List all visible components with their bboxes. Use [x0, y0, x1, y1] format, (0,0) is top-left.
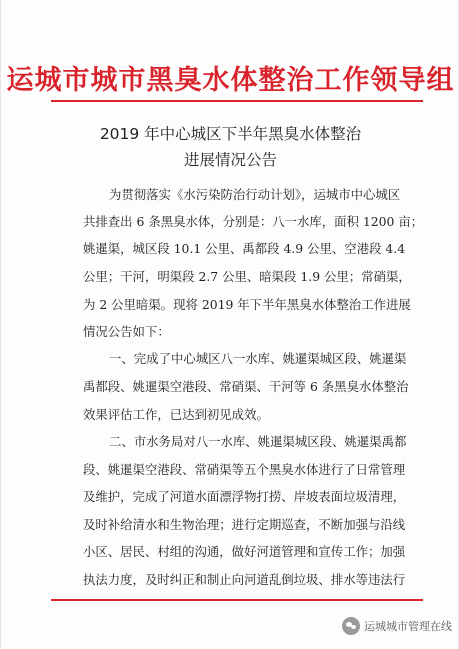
- title-line-1: 2019 年中心城区下半年黑臭水体整治: [99, 125, 362, 143]
- source-watermark: [342, 617, 452, 635]
- header-red-rule: [51, 100, 423, 102]
- body-line: 为 2 公里暗渠。现将 2019 年下半年黑臭水体整治工作进展: [83, 297, 411, 312]
- body-line: 为贯彻落实《水污染防治行动计划》，运城市中心城区: [109, 187, 401, 202]
- body-line: 情况公告如下：: [83, 324, 170, 339]
- body-line: 共排查出 6 条黑臭水体，分别是：八一水库，面积 1200 亩；: [83, 214, 424, 229]
- footer-red-rule: [51, 599, 423, 601]
- body-line: 小区、居民、村组的沟通，做好河道管理和宣传工作；加强: [83, 544, 406, 559]
- body-line: 执法力度，及时纠正和制止向河道乱倒垃圾、排水等违法行: [83, 572, 406, 587]
- watermark-text: 运城城市管理在线: [364, 620, 452, 633]
- title-line-2: 进展情况公告: [183, 151, 277, 169]
- body-line: 及时补给清水和生物治理；进行定期巡查，不断加强与沿线: [83, 517, 406, 532]
- document-title: [1, 121, 459, 173]
- body-line: 段、姚暹渠空港段、常硝渠等五个黑臭水体进行了日常管理: [83, 462, 406, 477]
- body-line: 禹都段、姚暹渠空港段、常硝渠、干河等 6 条黑臭水体整治: [83, 379, 409, 394]
- body-line: 及维护，完成了河道水面漂浮物打捞、岸坡表面垃圾清理，: [83, 489, 406, 504]
- wechat-icon: [342, 617, 360, 635]
- body-line: 效果评估工作，已达到初见成效。: [83, 407, 269, 422]
- issuing-organization-header: 运城市城市黑臭水体整治工作领导组: [6, 65, 455, 96]
- body-line: 二、市水务局对八一水库、姚暹渠城区段、姚暹渠禹都: [109, 434, 407, 449]
- body-line: 公里；干河，明渠段 2.7 公里、暗渠段 1.9 公里；常硝渠，: [83, 269, 411, 284]
- body-line: 姚暹渠，城区段 10.1 公里、禹都段 4.9 公里、空港段 4.4: [83, 241, 406, 256]
- body-line: 一、完成了中心城区八一水库、姚暹渠城区段、姚暹渠: [109, 351, 407, 366]
